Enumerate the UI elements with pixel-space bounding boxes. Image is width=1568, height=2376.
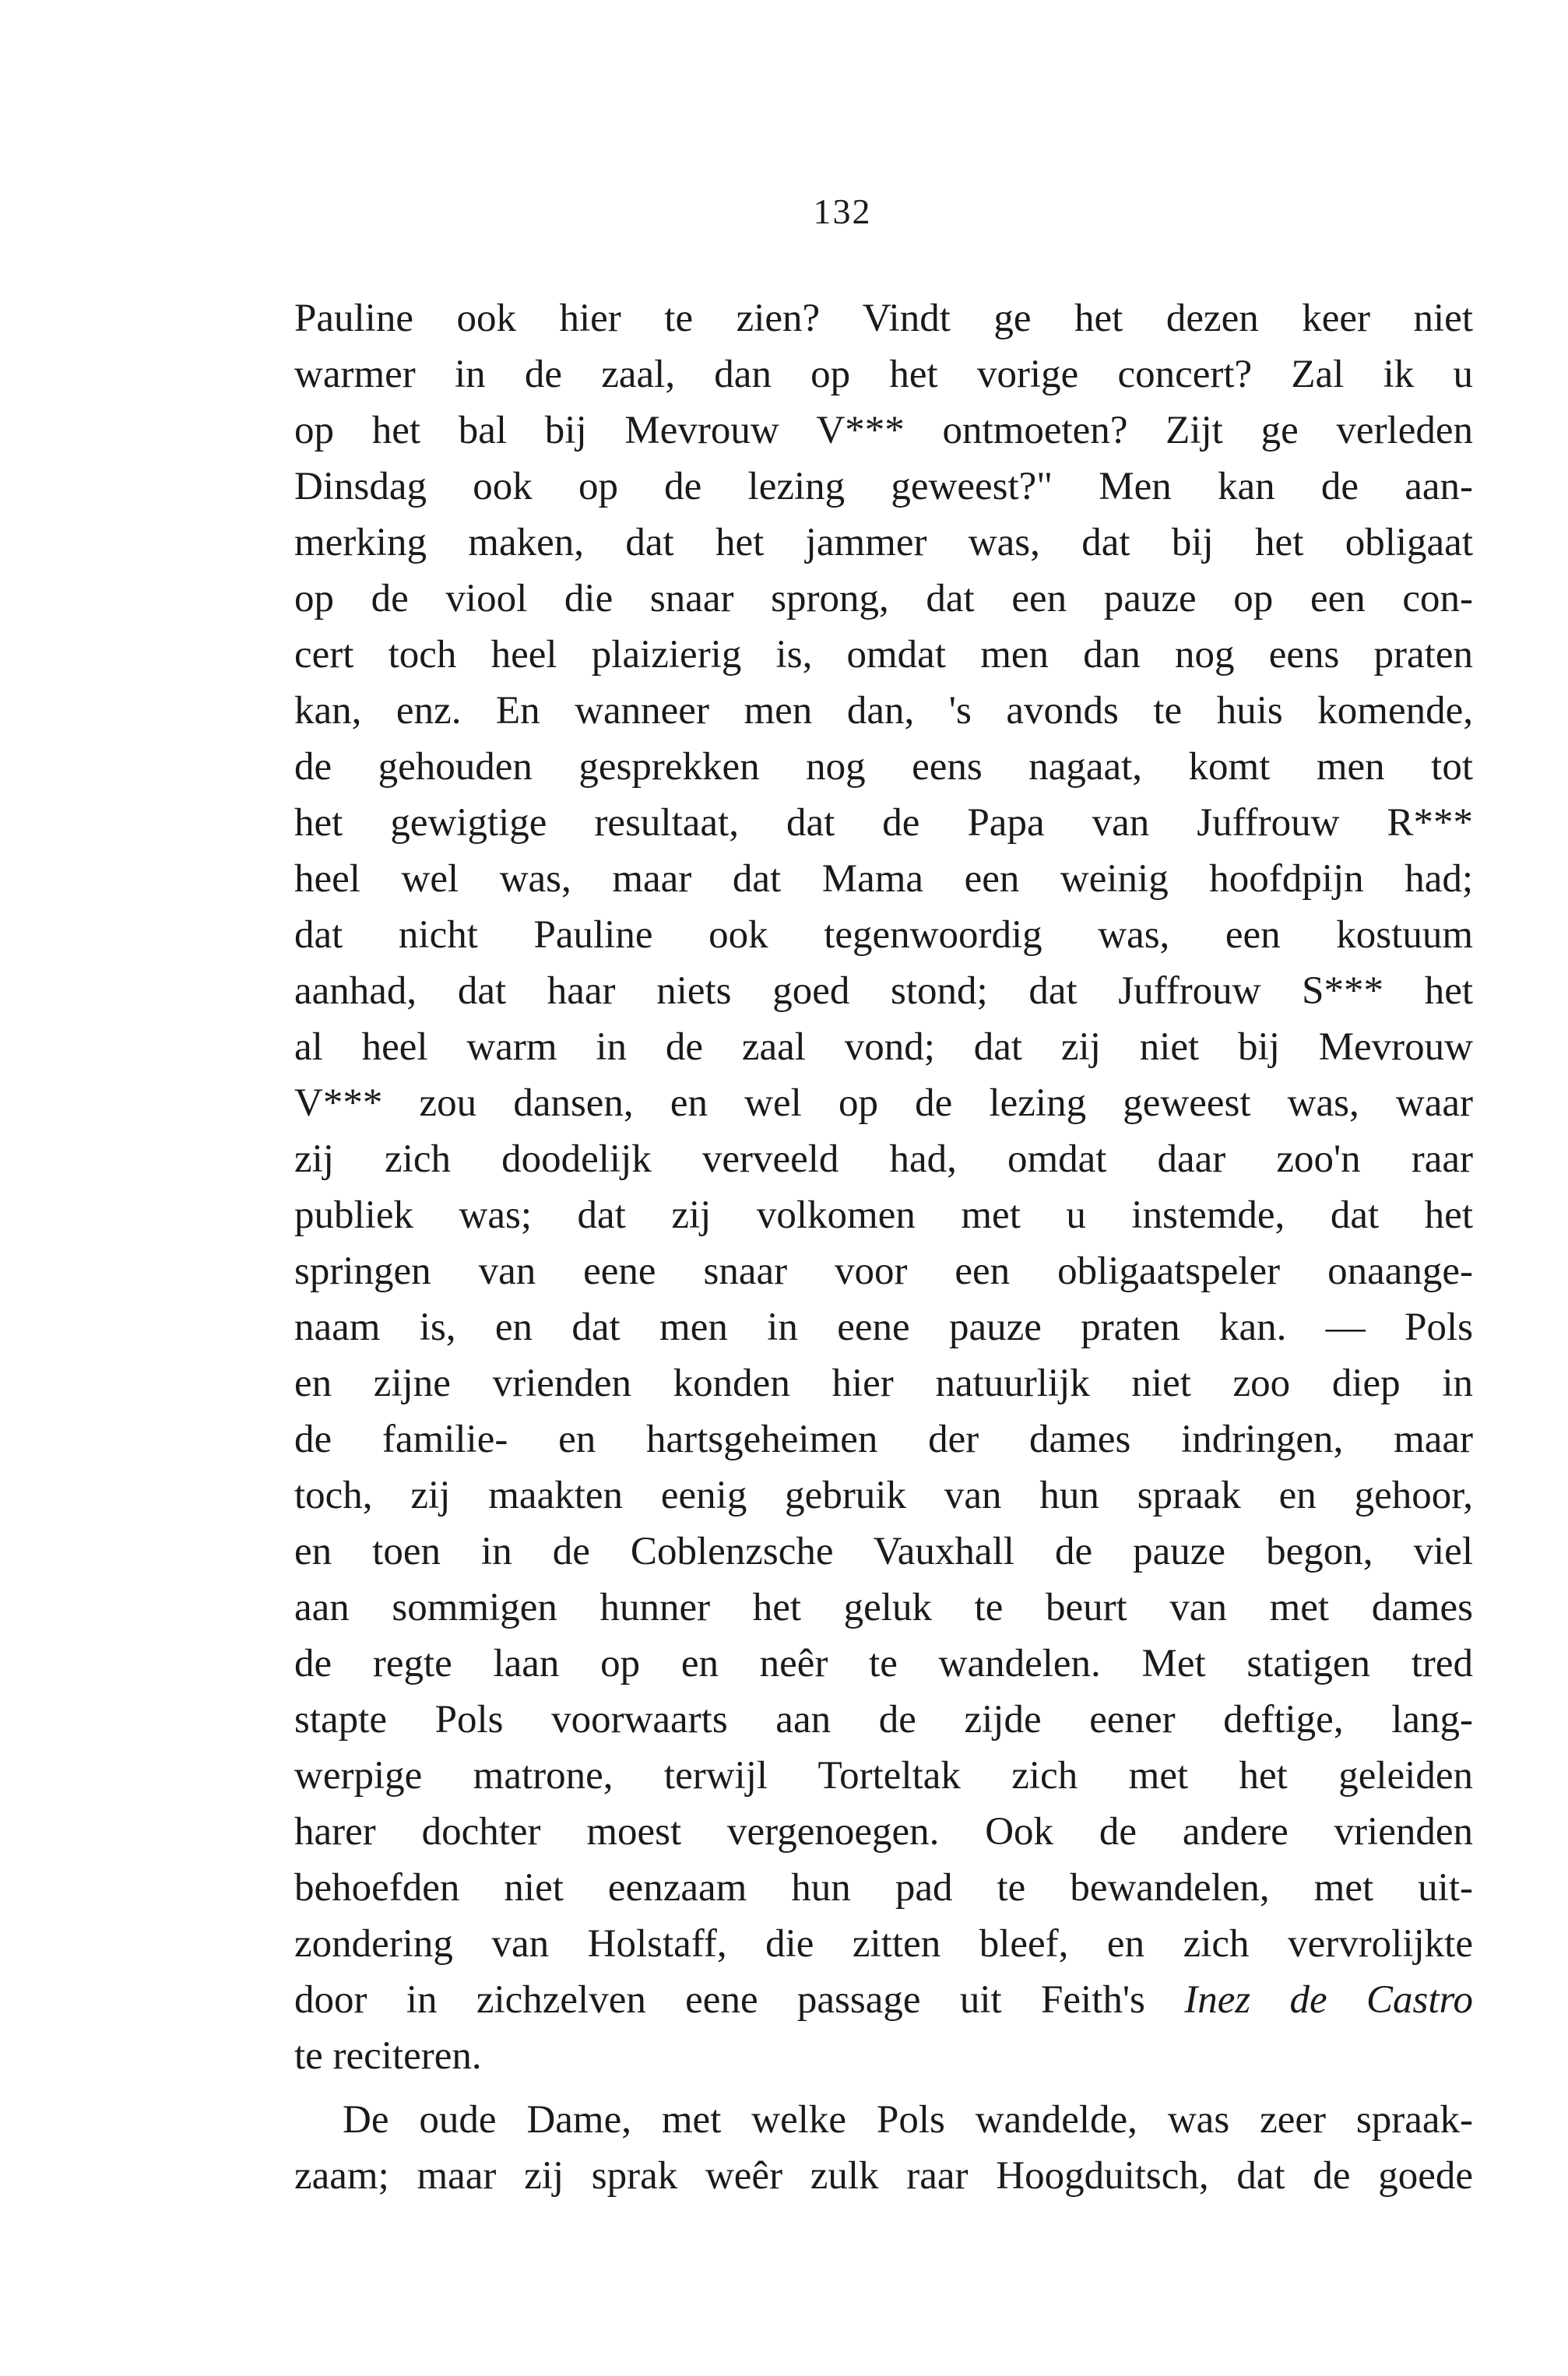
text-line (294, 1187, 1473, 1243)
text-line (294, 1804, 1473, 1860)
line-text: kan, enz. En wanneer men dan, 's avonds te huis komende, (294, 689, 1473, 733)
text-line (294, 1972, 1473, 2028)
line-text: springen van eene snaar voor een obligaatspeler onaange- (294, 1250, 1473, 1293)
text-line (294, 627, 1473, 683)
text-line (294, 402, 1473, 459)
line-text: de regte laan op en neêr te wandelen. Met statigen tred (294, 1642, 1473, 1685)
text-line (294, 459, 1473, 515)
page-number: 132 (813, 192, 872, 231)
text-line (294, 1467, 1473, 1524)
line-text: heel wel was, maar dat Mama een weinig hoofdpijn had; (294, 857, 1473, 901)
text-line (294, 1860, 1473, 1916)
text-line (294, 851, 1473, 907)
text-line (294, 571, 1473, 627)
text-line (294, 683, 1473, 739)
text-line (294, 290, 1473, 346)
text-line (294, 1748, 1473, 1804)
line-text: naam is, en dat men in eene pauze praten kan. — Pols (294, 1306, 1473, 1349)
text-line (294, 1411, 1473, 1467)
text-line (294, 1916, 1473, 1972)
line-text: publiek was; dat zij volkomen met u instemde, dat het (294, 1193, 1473, 1237)
line-text: te reciteren. (294, 2034, 482, 2078)
text-line (294, 1355, 1473, 1411)
text-line (294, 2148, 1473, 2204)
line-text: toch, zij maakten eenig gebruik van hun spraak en gehoor, (294, 1474, 1473, 1517)
line-text: werpige matrone, terwijl Torteltak zich met het geleiden (294, 1754, 1473, 1798)
line-text: De oude Dame, met welke Pols wandelde, was zeer spraak- (343, 2098, 1473, 2142)
text-line (294, 1636, 1473, 1692)
text-line (294, 907, 1473, 963)
line-text: het gewigtige resultaat, dat de Papa van Juffrouw R*** (294, 801, 1473, 845)
line-text: Dinsdag ook op de lezing geweest?" Men kan de aan- (294, 465, 1473, 508)
line-text: door in zichzelven eene passage uit Feith's (294, 1978, 1145, 2022)
text-line (294, 963, 1473, 1019)
text-line (294, 1019, 1473, 1075)
line-text: stapte Pols voorwaarts aan de zijde eener deftige, lang- (294, 1698, 1473, 1742)
italic-title: Inez de Castro (1184, 1978, 1474, 2022)
text-line (294, 1524, 1473, 1580)
line-text: zondering van Holstaff, die zitten bleef, en zich vervrolijkte (294, 1922, 1473, 1966)
text-line (294, 2028, 1473, 2084)
text-line (294, 795, 1473, 851)
line-text: harer dochter moest vergenoegen. Ook de andere vrienden (294, 1810, 1473, 1854)
line-text: dat nicht Pauline ook tegenwoordig was, een kostuum (294, 913, 1473, 957)
text-line (294, 1075, 1473, 1131)
text-line (294, 1580, 1473, 1636)
line-text: aan sommigen hunner het geluk te beurt van met dames (294, 1586, 1473, 1629)
text-line (294, 346, 1473, 402)
line-text: al heel warm in de zaal vond; dat zij niet bij Mevrouw (294, 1025, 1473, 1069)
line-text: op het bal bij Mevrouw V*** ontmoeten? Zijt ge verleden (294, 409, 1473, 452)
line-text: warmer in de zaal, dan op het vorige concert? Zal ik u (294, 353, 1473, 396)
text-line (294, 515, 1473, 571)
line-text: behoefden niet eenzaam hun pad te bewandelen, met uit- (294, 1866, 1473, 1910)
text-line (294, 1299, 1473, 1355)
line-text: en toen in de Coblenzsche Vauxhall de pauze begon, viel (294, 1530, 1473, 1573)
line-text: zij zich doodelijk verveeld had, omdat daar zoo'n raar (294, 1137, 1473, 1181)
line-text: op de viool die snaar sprong, dat een pauze op een con- (294, 577, 1473, 620)
line-text: cert toch heel plaizierig is, omdat men dan nog eens praten (294, 633, 1473, 677)
text-line (294, 1692, 1473, 1748)
text-line (294, 1131, 1473, 1187)
line-text: aanhad, dat haar niets goed stond; dat Juffrouw S*** het (294, 969, 1473, 1013)
text-line (294, 1243, 1473, 1299)
line-text: merking maken, dat het jammer was, dat bij het obligaat (294, 521, 1473, 564)
line-text: de familie- en hartsgeheimen der dames indringen, maar (294, 1418, 1473, 1461)
text-line (294, 2092, 1473, 2148)
line-text: en zijne vrienden konden hier natuurlijk niet zoo diep in (294, 1362, 1473, 1405)
line-text: zaam; maar zij sprak weêr zulk raar Hoogduitsch, dat de goede (294, 2154, 1473, 2198)
line-text: Pauline ook hier te zien? Vindt ge het dezen keer niet (294, 297, 1473, 340)
line-text: V*** zou dansen, en wel op de lezing geweest was, waar (294, 1081, 1473, 1125)
line-text: de gehouden gesprekken nog eens nagaat, komt men tot (294, 745, 1473, 789)
text-line (294, 739, 1473, 795)
